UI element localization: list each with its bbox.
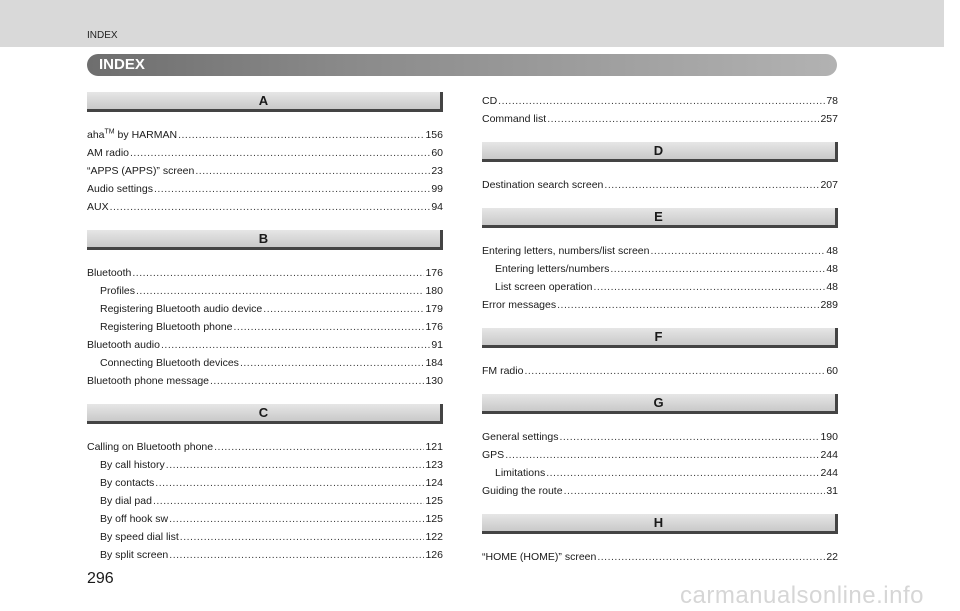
- index-entry-page: 121: [425, 441, 443, 453]
- index-entry-page: 31: [826, 485, 838, 497]
- index-entry-page: 124: [425, 477, 443, 489]
- dot-leader: [498, 92, 825, 110]
- index-entry[interactable]: [87, 438, 443, 456]
- index-entry-page: 289: [820, 299, 838, 311]
- index-entry[interactable]: [87, 264, 443, 282]
- index-subentry[interactable]: [87, 492, 443, 510]
- index-entry-text: [100, 510, 168, 528]
- index-entry-text: [482, 446, 504, 464]
- index-entry-text: [100, 354, 239, 372]
- index-entry-term: General settings: [482, 431, 559, 443]
- index-entry-page: 244: [820, 467, 838, 479]
- dot-leader: [132, 264, 424, 282]
- index-entry-term: Calling on Bluetooth phone: [87, 441, 214, 453]
- index-entry-text: [482, 482, 563, 500]
- index-entry-text: [87, 198, 109, 216]
- index-subentry[interactable]: [482, 464, 838, 482]
- index-entry[interactable]: [87, 198, 443, 216]
- index-entry-text: [100, 474, 154, 492]
- index-title: INDEX: [99, 56, 145, 73]
- dot-leader: [651, 242, 826, 260]
- index-entry[interactable]: [482, 548, 838, 566]
- index-entry-term: By contacts: [100, 477, 155, 489]
- index-entry-page: 48: [826, 281, 838, 293]
- index-entry-page: 22: [826, 551, 838, 563]
- dot-leader: [195, 162, 430, 180]
- index-entry-term: Bluetooth audio: [87, 339, 160, 351]
- index-entry-list: [482, 428, 838, 500]
- index-entry-term: List screen operation: [495, 281, 593, 293]
- index-entry-page: 176: [425, 321, 443, 333]
- index-entry-list: [482, 176, 838, 194]
- letter-heading-label: H: [653, 515, 664, 530]
- index-entry-text: [100, 300, 262, 318]
- dot-leader: [240, 354, 425, 372]
- index-entry-term: Bluetooth phone message: [87, 375, 210, 387]
- dot-leader: [153, 492, 425, 510]
- index-entry-term: “APPS (APPS)” screen: [87, 165, 195, 177]
- dot-leader: [234, 318, 425, 336]
- index-entry-term: FM radio: [482, 365, 524, 377]
- index-entry-text: [482, 242, 650, 260]
- index-entry-text: [482, 92, 497, 110]
- dot-leader: [505, 446, 819, 464]
- index-entry-term: GPS: [482, 449, 505, 461]
- dot-leader: [161, 336, 430, 354]
- index-entry[interactable]: [482, 428, 838, 446]
- letter-heading-label: F: [654, 329, 663, 344]
- index-entry[interactable]: [482, 362, 838, 380]
- index-entry-page: 130: [425, 375, 443, 387]
- index-subentry[interactable]: [87, 546, 443, 564]
- index-subentry[interactable]: [87, 300, 443, 318]
- letter-heading-label: C: [258, 405, 269, 420]
- dot-leader: [130, 144, 430, 162]
- index-entry-page: 78: [826, 95, 838, 107]
- index-entry-term: Profiles: [100, 285, 136, 297]
- index-entry-term: Registering Bluetooth audio device: [100, 303, 263, 315]
- dot-leader: [169, 546, 424, 564]
- index-entry-term: Connecting Bluetooth devices: [100, 357, 239, 369]
- dot-leader: [524, 362, 825, 380]
- index-entry-list: [482, 92, 838, 128]
- letter-heading-label: G: [653, 395, 664, 410]
- index-entry-page: 48: [826, 263, 838, 275]
- letter-heading-label: B: [258, 231, 269, 246]
- dot-leader: [263, 300, 424, 318]
- index-entry-text: [482, 110, 546, 128]
- index-entry-page: 184: [425, 357, 443, 369]
- index-entry[interactable]: [482, 92, 838, 110]
- index-entry-term: By dial pad: [100, 495, 152, 507]
- trademark-superscript: TM: [104, 128, 115, 136]
- index-entry[interactable]: [482, 242, 838, 260]
- letter-heading-h: [482, 514, 838, 534]
- index-subentry[interactable]: [87, 318, 443, 336]
- dot-leader: [155, 474, 424, 492]
- letter-heading-a: [87, 92, 443, 112]
- dot-leader: [546, 464, 819, 482]
- dot-leader: [180, 528, 425, 546]
- index-entry-term: AM radio: [87, 147, 130, 159]
- letter-heading-b: [87, 230, 443, 250]
- index-entry-list: [87, 438, 443, 564]
- index-entry-page: 179: [425, 303, 443, 315]
- dot-leader: [597, 548, 825, 566]
- dot-leader: [110, 198, 431, 216]
- index-column-left: [87, 92, 443, 578]
- index-entry-term: Limitations: [495, 467, 546, 479]
- index-entry-page: 244: [820, 449, 838, 461]
- index-entry-term: Bluetooth: [87, 267, 132, 279]
- index-entry-page: 123: [425, 459, 443, 471]
- index-entry[interactable]: [482, 446, 838, 464]
- letter-heading-e: [482, 208, 838, 228]
- index-entry-term: By call history: [100, 459, 165, 471]
- index-entry[interactable]: [87, 144, 443, 162]
- index-entry-page: 60: [826, 365, 838, 377]
- index-entry-text: [100, 456, 165, 474]
- index-entry-text: [100, 492, 152, 510]
- index-entry-text: [87, 372, 209, 390]
- index-subentry[interactable]: [482, 278, 838, 296]
- index-entry-page: 94: [431, 201, 443, 213]
- index-entry-text: [87, 144, 129, 162]
- dot-leader: [136, 282, 424, 300]
- index-entry-text: [482, 428, 558, 446]
- index-entry-text: [495, 260, 609, 278]
- index-entry[interactable]: [482, 110, 838, 128]
- index-entry[interactable]: [87, 162, 443, 180]
- index-entry-page: 91: [431, 339, 443, 351]
- index-entry-term: Entering letters/numbers: [495, 263, 610, 275]
- index-subentry[interactable]: [87, 282, 443, 300]
- index-entry-list: [482, 548, 838, 566]
- index-entry-term: Registering Bluetooth phone: [100, 321, 233, 333]
- index-entry-page: 122: [425, 531, 443, 543]
- index-subentry[interactable]: [87, 456, 443, 474]
- index-entry-term: “HOME (HOME)” screen: [482, 551, 597, 563]
- index-entry-page: 176: [425, 267, 443, 279]
- index-entry-term: Audio settings: [87, 183, 153, 195]
- index-subentry[interactable]: [87, 510, 443, 528]
- index-entry-text: [100, 282, 135, 300]
- index-entry-page: 99: [431, 183, 443, 195]
- index-entry-page: 126: [425, 549, 443, 561]
- index-entry-text: [87, 438, 213, 456]
- index-entry-text: [482, 296, 556, 314]
- index-entry-term: aha: [87, 129, 105, 141]
- index-entry[interactable]: [87, 372, 443, 390]
- index-entry-page: 190: [820, 431, 838, 443]
- index-entry-page: 48: [826, 245, 838, 257]
- dot-leader: [593, 278, 825, 296]
- index-entry[interactable]: [87, 336, 443, 354]
- index-column-right: [482, 92, 838, 580]
- index-entry[interactable]: [482, 482, 838, 500]
- index-entry-text: [87, 162, 194, 180]
- index-entry-term: CD: [482, 95, 498, 107]
- index-entry-text: [495, 278, 592, 296]
- index-entry[interactable]: [87, 126, 443, 144]
- index-entry-page: 60: [431, 147, 443, 159]
- index-subentry[interactable]: [87, 354, 443, 372]
- index-entry[interactable]: [87, 180, 443, 198]
- index-subentry[interactable]: [87, 528, 443, 546]
- index-subentry[interactable]: [482, 260, 838, 278]
- dot-leader: [178, 126, 424, 144]
- dot-leader: [564, 482, 826, 500]
- index-entry-text: [100, 546, 168, 564]
- index-entry-list: [87, 264, 443, 390]
- dot-leader: [214, 438, 424, 456]
- dot-leader: [169, 510, 424, 528]
- index-entry-term: AUX: [87, 201, 109, 213]
- index-entry-text: [87, 264, 131, 282]
- index-entry-text: [482, 362, 523, 380]
- index-entry-term: By speed dial list: [100, 531, 179, 543]
- index-entry-page: 125: [425, 513, 443, 525]
- index-title-bar: [87, 54, 837, 76]
- index-entry-page: 156: [425, 129, 443, 141]
- top-header-bar: [0, 0, 944, 47]
- watermark: carmanualsonline.info: [680, 582, 924, 609]
- index-entry[interactable]: [482, 296, 838, 314]
- section-label: INDEX: [87, 30, 118, 41]
- index-entry-list: [482, 242, 838, 314]
- index-entry[interactable]: [482, 176, 838, 194]
- letter-heading-label: E: [654, 209, 663, 224]
- index-entry-list: [87, 126, 443, 216]
- dot-leader: [154, 180, 430, 198]
- index-entry-page: 257: [820, 113, 838, 125]
- index-entry-term: Guiding the route: [482, 485, 563, 497]
- index-entry-term: By split screen: [100, 549, 169, 561]
- index-entry-text: [482, 548, 596, 566]
- index-subentry[interactable]: [87, 474, 443, 492]
- letter-heading-g: [482, 394, 838, 414]
- letter-heading-f: [482, 328, 838, 348]
- index-entry-page: 125: [425, 495, 443, 507]
- letter-heading-label: D: [653, 143, 664, 158]
- dot-leader: [166, 456, 425, 474]
- letter-heading-c: [87, 404, 443, 424]
- index-entry-text: [100, 528, 179, 546]
- letter-heading-label: A: [258, 93, 269, 108]
- index-entry-text: [495, 464, 545, 482]
- index-entry-page: 23: [431, 165, 443, 177]
- dot-leader: [210, 372, 424, 390]
- index-entry-text: [482, 176, 603, 194]
- index-entry-term: Entering letters, numbers/list screen: [482, 245, 650, 257]
- index-entry-text: [87, 180, 153, 198]
- dot-leader: [557, 296, 819, 314]
- dot-leader: [610, 260, 825, 278]
- index-entry-page: 207: [820, 179, 838, 191]
- index-entry-term: Command list: [482, 113, 547, 125]
- index-entry-term: Destination search screen: [482, 179, 604, 191]
- page-number: 296: [87, 570, 114, 587]
- index-entry-page: 180: [425, 285, 443, 297]
- index-entry-text: [100, 318, 233, 336]
- letter-heading-d: [482, 142, 838, 162]
- index-entry-term: Error messages: [482, 299, 557, 311]
- index-entry-suffix: by HARMAN: [114, 129, 178, 141]
- index-entry-text: [87, 336, 160, 354]
- index-entry-term: By off hook sw: [100, 513, 169, 525]
- index-entry-text: [87, 126, 177, 144]
- index-entry-list: [482, 362, 838, 380]
- dot-leader: [547, 110, 819, 128]
- dot-leader: [559, 428, 819, 446]
- dot-leader: [604, 176, 819, 194]
